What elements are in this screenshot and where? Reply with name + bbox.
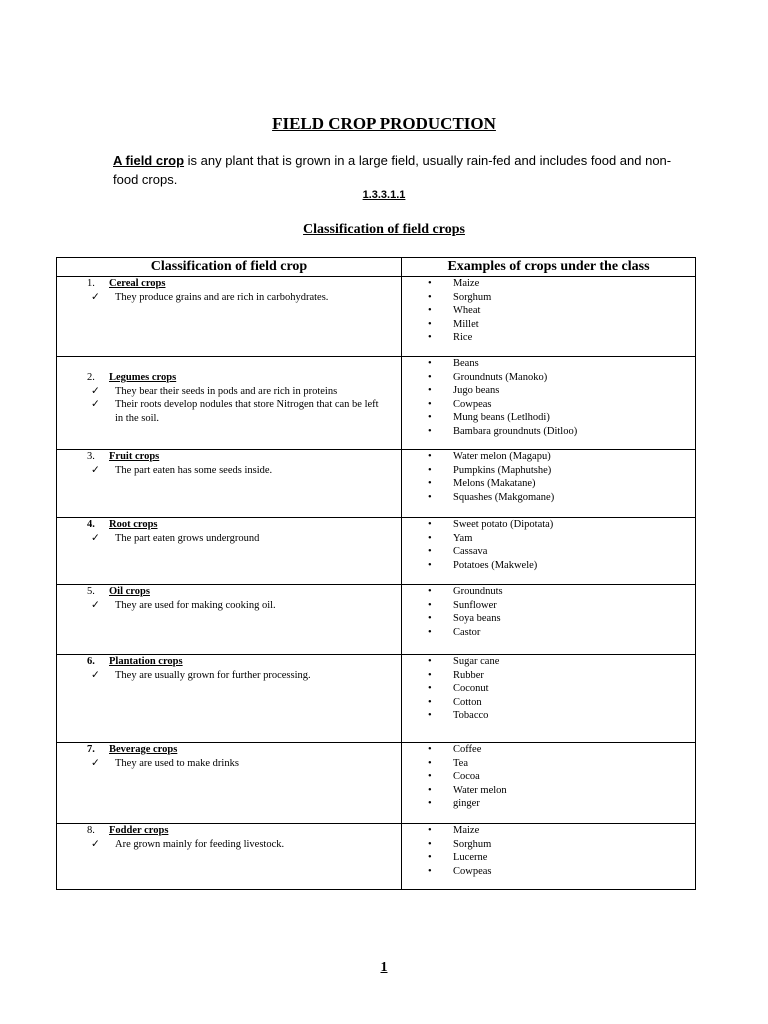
intro-text: is any plant that is grown in a large field, usually rain-fed and includes food and non-food crops.	[113, 153, 672, 187]
table-row	[57, 357, 696, 450]
list-item: • Groundnuts	[428, 585, 695, 599]
list-item: • Coconut	[428, 682, 695, 696]
check-icon: ✓	[91, 532, 100, 544]
crop-feature	[57, 669, 401, 683]
table-row	[57, 824, 696, 890]
crop-feature	[57, 385, 401, 399]
examples-cell	[402, 655, 696, 743]
crop-feature	[57, 757, 401, 771]
crop-class-heading	[57, 743, 401, 757]
classification-cell	[57, 277, 402, 357]
list-item: • Sweet potato (Dipotata)	[428, 518, 695, 532]
crop-class-number: 3.	[87, 451, 95, 462]
list-item: • Millet	[428, 318, 695, 332]
list-item: • Cocoa	[428, 770, 695, 784]
header-examples: Examples of crops under the class	[402, 258, 696, 277]
list-item: • Lucerne	[428, 851, 695, 865]
list-item: • Sorghum	[428, 291, 695, 305]
list-item: • Cotton	[428, 696, 695, 710]
check-icon: ✓	[91, 399, 100, 410]
crop-feature-text: They bear their seeds in pods and are rich in proteins	[115, 385, 338, 397]
examples-cell	[402, 743, 696, 824]
classification-cell	[57, 655, 402, 743]
table-row	[57, 277, 696, 357]
document-title: FIELD CROP PRODUCTION	[272, 114, 496, 133]
classification-cell	[57, 357, 402, 450]
section-number: 1.3.3.1.1	[362, 189, 406, 201]
check-icon: ✓	[91, 838, 100, 850]
crop-class-heading	[57, 655, 401, 669]
table-row	[57, 585, 696, 655]
crop-class-heading	[57, 450, 401, 464]
crop-class-number: 7.	[87, 744, 95, 755]
crop-class-heading	[57, 585, 401, 599]
crop-class-number: 1.	[87, 278, 95, 289]
crop-feature-text: They are usually grown for further processing.	[115, 669, 311, 681]
check-icon: ✓	[91, 385, 100, 397]
list-item: • Bambara groundnuts (Ditloo)	[428, 425, 695, 439]
table-header-row	[57, 258, 696, 277]
crop-class-number: 5.	[87, 586, 95, 597]
list-item: • Groundnuts (Manoko)	[428, 371, 695, 385]
crop-class-number: 6.	[87, 656, 95, 667]
page-number: 1	[380, 960, 388, 975]
examples-cell	[402, 518, 696, 585]
crop-feature-text: Their roots develop nodules that store Nitrogen that can be left in the soil.	[115, 399, 379, 424]
crop-feature	[57, 599, 401, 613]
examples-list	[402, 357, 695, 438]
classification-cell	[57, 743, 402, 824]
crop-feature-text: They are used to make drinks	[115, 757, 239, 769]
classification-cell	[57, 585, 402, 655]
examples-list	[402, 518, 695, 572]
check-icon: ✓	[91, 757, 100, 769]
crop-class-name: Cereal crops	[109, 278, 166, 289]
classification-cell	[57, 450, 402, 518]
crop-feature-text: They are used for making cooking oil.	[115, 599, 276, 611]
examples-list	[402, 655, 695, 723]
crop-class-name: Oil crops	[109, 586, 150, 597]
examples-cell	[402, 585, 696, 655]
list-item: • Jugo beans	[428, 384, 695, 398]
crop-class-heading	[57, 824, 401, 838]
crop-class-heading	[57, 518, 401, 532]
list-item: • Coffee	[428, 743, 695, 757]
classification-cell	[57, 518, 402, 585]
list-item: • Sorghum	[428, 838, 695, 852]
list-item: • Sunflower	[428, 599, 695, 613]
crop-class-number: 4.	[87, 519, 95, 530]
list-item: • Water melon (Magapu)	[428, 450, 695, 464]
list-item: • Sugar cane	[428, 655, 695, 669]
crop-feature	[57, 464, 401, 478]
list-item: • Squashes (Makgomane)	[428, 491, 695, 505]
crop-feature	[57, 291, 401, 305]
check-icon: ✓	[91, 464, 100, 476]
examples-list	[402, 450, 695, 504]
table-row	[57, 450, 696, 518]
crop-class-name: Root crops	[109, 519, 158, 530]
check-icon: ✓	[91, 291, 100, 303]
crop-feature	[57, 838, 401, 852]
crop-classification-table	[56, 257, 696, 890]
crop-feature-text: Are grown mainly for feeding livestock.	[115, 838, 285, 850]
crop-class-name: Fodder crops	[109, 825, 169, 836]
intro-paragraph	[113, 151, 673, 189]
list-item: • Tobacco	[428, 709, 695, 723]
list-item: • Rice	[428, 331, 695, 345]
list-item: • Maize	[428, 277, 695, 291]
crop-class-name: Legumes crops	[109, 372, 177, 383]
crop-class-heading	[57, 371, 401, 385]
list-item: • ginger	[428, 797, 695, 811]
list-item: • Cowpeas	[428, 865, 695, 879]
classification-cell	[57, 824, 402, 890]
crop-class-heading	[57, 277, 401, 291]
intro-term: A field crop	[113, 153, 185, 168]
list-item: • Wheat	[428, 304, 695, 318]
crop-class-name: Beverage crops	[109, 744, 178, 755]
crop-feature	[57, 398, 401, 425]
crop-feature-text: The part eaten has some seeds inside.	[115, 464, 273, 476]
table-row	[57, 743, 696, 824]
crop-class-number: 8.	[87, 825, 95, 836]
list-item: • Potatoes (Makwele)	[428, 559, 695, 573]
header-classification: Classification of field crop	[57, 258, 402, 277]
examples-cell	[402, 824, 696, 890]
list-item: • Maize	[428, 824, 695, 838]
examples-list	[402, 585, 695, 639]
crop-feature-text: They produce grains and are rich in carbohydrates.	[115, 291, 329, 303]
crop-class-name: Plantation crops	[109, 656, 183, 667]
table-row	[57, 655, 696, 743]
crop-class-name: Fruit crops	[109, 451, 160, 462]
list-item: • Soya beans	[428, 612, 695, 626]
crop-feature-text: The part eaten grows underground	[115, 532, 260, 544]
check-icon: ✓	[91, 669, 100, 681]
examples-list	[402, 743, 695, 811]
list-item: • Beans	[428, 357, 695, 371]
list-item: • Melons (Makatane)	[428, 477, 695, 491]
list-item: • Castor	[428, 626, 695, 640]
list-item: • Cassava	[428, 545, 695, 559]
check-icon: ✓	[91, 599, 100, 611]
examples-list	[402, 277, 695, 345]
list-item: • Cowpeas	[428, 398, 695, 412]
table-row	[57, 518, 696, 585]
list-item: • Mung beans (Letlhodi)	[428, 411, 695, 425]
list-item: • Tea	[428, 757, 695, 771]
list-item: • Pumpkins (Maphutshe)	[428, 464, 695, 478]
list-item: • Yam	[428, 532, 695, 546]
crop-feature	[57, 532, 401, 546]
list-item: • Rubber	[428, 669, 695, 683]
examples-cell	[402, 357, 696, 450]
crop-class-number: 2.	[87, 372, 95, 383]
examples-cell	[402, 450, 696, 518]
examples-cell	[402, 277, 696, 357]
examples-list	[402, 824, 695, 878]
list-item: • Water melon	[428, 784, 695, 798]
section-subtitle: Classification of field crops	[303, 222, 465, 237]
